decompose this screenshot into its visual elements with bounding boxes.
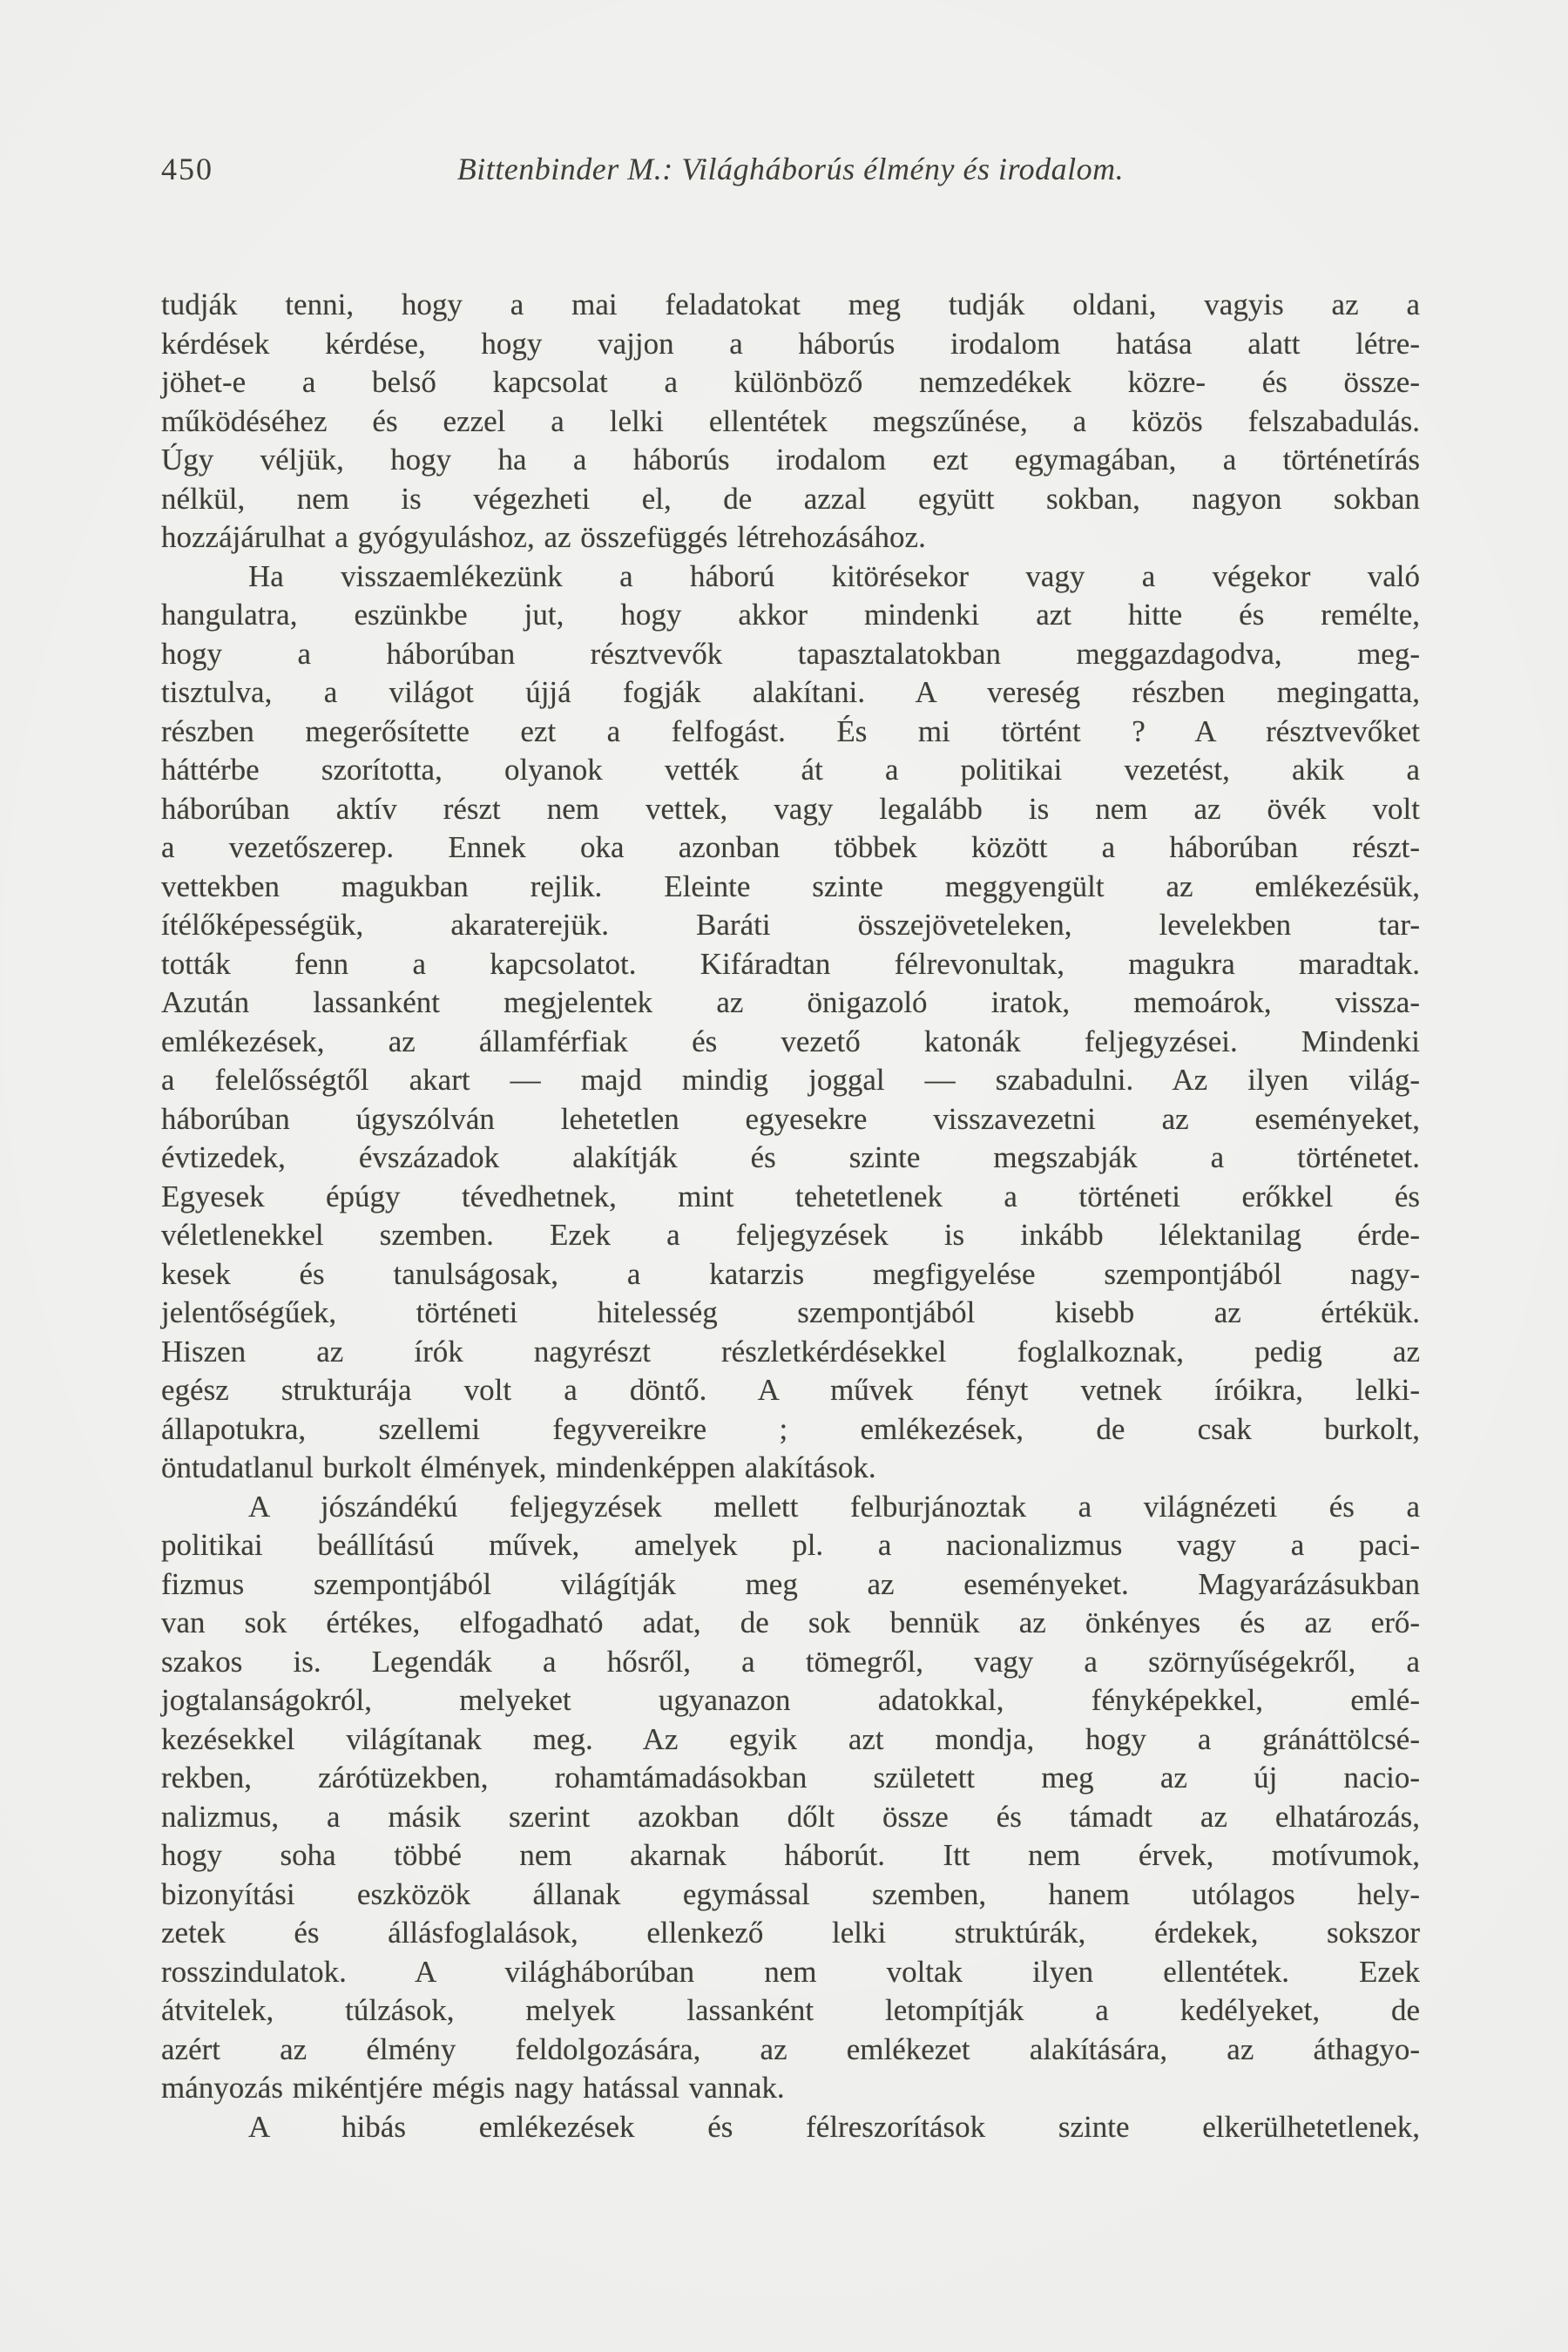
text-line: ítélőképességük, akaraterejük. Baráti összejöveteleken, levelekben tar- [161, 908, 1420, 942]
text-line: van sok értékes, elfogadható adat, de sok bennük az önkényes és az erő- [161, 1605, 1420, 1639]
text-line: tották fenn a kapcsolatot. Kifáradtan félrevonultak, magukra maradtak. [161, 946, 1420, 981]
body-text [161, 286, 1420, 2146]
paragraph [161, 286, 1420, 558]
text-line: évtizedek, évszázadok alakítják és szinte megszabják a történetet. [161, 1140, 1420, 1174]
text-line: Ha visszaemlékezünk a háború kitörésekor vagy a végekor való [248, 558, 1420, 593]
text-line: kezésekkel világítanak meg. Az egyik azt mondja, hogy a gránáttölcsé- [161, 1721, 1420, 1756]
text-line: emlékezések, az államférfiak és vezető katonák feljegyzései. Mindenki [161, 1024, 1420, 1058]
text-line: a felelősségtől akart — majd mindig joggal — szabadulni. Az ilyen világ- [161, 1063, 1420, 1097]
text-line: hogy a háborúban résztvevők tapasztalatokban meggazdagodva, meg- [161, 636, 1420, 671]
text-line: rosszindulatok. A világháborúban nem voltak ilyen ellentétek. Ezek [161, 1954, 1420, 1989]
text-line: politikai beállítású művek, amelyek pl. a nacionalizmus vagy a paci- [161, 1528, 1420, 1562]
text-line: hogy soha többé nem akarnak háborút. Itt nem érvek, motívumok, [161, 1838, 1420, 1872]
text-line: A jószándékú feljegyzések mellett felburjánoztak a világnézeti és a [248, 1489, 1420, 1524]
page-number: 450 [161, 152, 213, 186]
paragraph [161, 2108, 1420, 2147]
text-line: A hibás emlékezések és félreszorítások szinte elkerülhetetlenek, [248, 2109, 1420, 2144]
text-line: rekben, zárótüzekben, rohamtámadásokban született meg az új nacio- [161, 1761, 1420, 1794]
text-line: állapotukra, szellemi fegyvereikre ; emlékezések, de csak burkolt, [161, 1411, 1420, 1446]
text-line: véletlenekkel szemben. Ezek a feljegyzések is inkább lélektanilag érde- [161, 1218, 1420, 1252]
text-line: mányozás mikéntjére mégis nagy hatással vannak. [161, 2071, 785, 2105]
text-line: bizonyítási eszközök állanak egymással szemben, hanem utólagos hely- [161, 1876, 1420, 1911]
text-line: Úgy véljük, hogy ha a háborús irodalom ezt egymagában, a történetírás [161, 443, 1420, 476]
text-line: a vezetőszerep. Ennek oka azonban többek között a háborúban részt- [161, 830, 1420, 864]
running-head [161, 150, 1420, 193]
text-line: háborúban aktív részt nem vettek, vagy legalább is nem az övék volt [161, 791, 1420, 826]
text-line: tisztulva, a világot újjá fogják alakítani. A vereség részben megingatta, [161, 675, 1420, 709]
text-line: Hiszen az írók nagyrészt részletkérdésekkel foglalkoznak, pedig az [161, 1334, 1420, 1369]
text-line: jogtalanságokról, melyeket ugyanazon adatokkal, fényképekkel, emlé- [161, 1683, 1420, 1717]
text-line: vettekben magukban rejlik. Eleinte szinte meggyengült az emlékezésük, [161, 868, 1420, 903]
text-line: Egyesek épúgy tévedhetnek, mint tehetetlenek a történeti erőkkel és [161, 1179, 1420, 1213]
text-line: kérdések kérdése, hogy vajjon a háborús irodalom hatása alatt létre- [161, 326, 1420, 361]
text-line: háttérbe szorította, olyanok vették át a politikai vezetést, akik a [161, 753, 1420, 787]
text-line: részben megerősítette ezt a felfogást. És mi történt ? A résztvevőket [161, 713, 1420, 748]
text-line: jelentőségűek, történeti hitelesség szempontjából kisebb az értékük. [161, 1295, 1420, 1329]
paragraph [161, 1488, 1420, 2108]
text-line: hozzájárulhat a gyógyuláshoz, az összefüggés létrehozásához. [161, 520, 926, 554]
text-line: átvitelek, túlzások, melyek lassanként letompítják a kedélyeket, de [161, 1993, 1420, 2027]
text-line: szakos is. Legendák a hősről, a tömegről, vagy a szörnyűségekről, a [161, 1644, 1420, 1679]
text-line: egész strukturája volt a döntő. A művek fényt vetnek íróikra, lelki- [161, 1373, 1420, 1407]
text-line: zetek és állásfoglalások, ellenkező lelki struktúrák, érdekek, sokszor [161, 1916, 1420, 1950]
text-line: hangulatra, eszünkbe jut, hogy akkor mindenki azt hitte és remélte, [161, 598, 1420, 632]
text-line: jöhet-e a belső kapcsolat a különböző nemzedékek közre- és össze- [161, 365, 1420, 399]
text-line: működéséhez és ezzel a lelki ellentétek megszűnése, a közös felszabadulás. [161, 403, 1420, 438]
text-line: Azután lassanként megjelentek az önigazoló iratok, memoárok, vissza- [161, 985, 1420, 1019]
text-line: azért az élmény feldolgozására, az emlékezet alakítására, az áthagyo- [161, 2031, 1420, 2066]
text-line: háborúban úgyszólván lehetetlen egyesekre visszavezetni az eseményeket, [161, 1101, 1420, 1136]
text-line: nélkül, nem is végezheti el, de azzal együtt sokban, nagyon sokban [161, 481, 1420, 516]
text-line: kesek és tanulságosak, a katarzis megfigyelése szempontjából nagy- [161, 1256, 1420, 1291]
running-title: Bittenbinder M.: Világháborús élmény és irodalom. [456, 152, 1125, 186]
text-line: nalizmus, a másik szerint azokban dőlt össze és támadt az elhatározás, [161, 1799, 1420, 1834]
text-line: tudják tenni, hogy a mai feladatokat meg tudják oldani, vagyis az a [161, 287, 1420, 321]
paragraph [161, 558, 1420, 1488]
text-line: fizmus szempontjából világítják meg az eseményeket. Magyarázásukban [161, 1566, 1420, 1601]
text-line: öntudatlanul burkolt élmények, mindenképpen alakítások. [161, 1450, 876, 1484]
